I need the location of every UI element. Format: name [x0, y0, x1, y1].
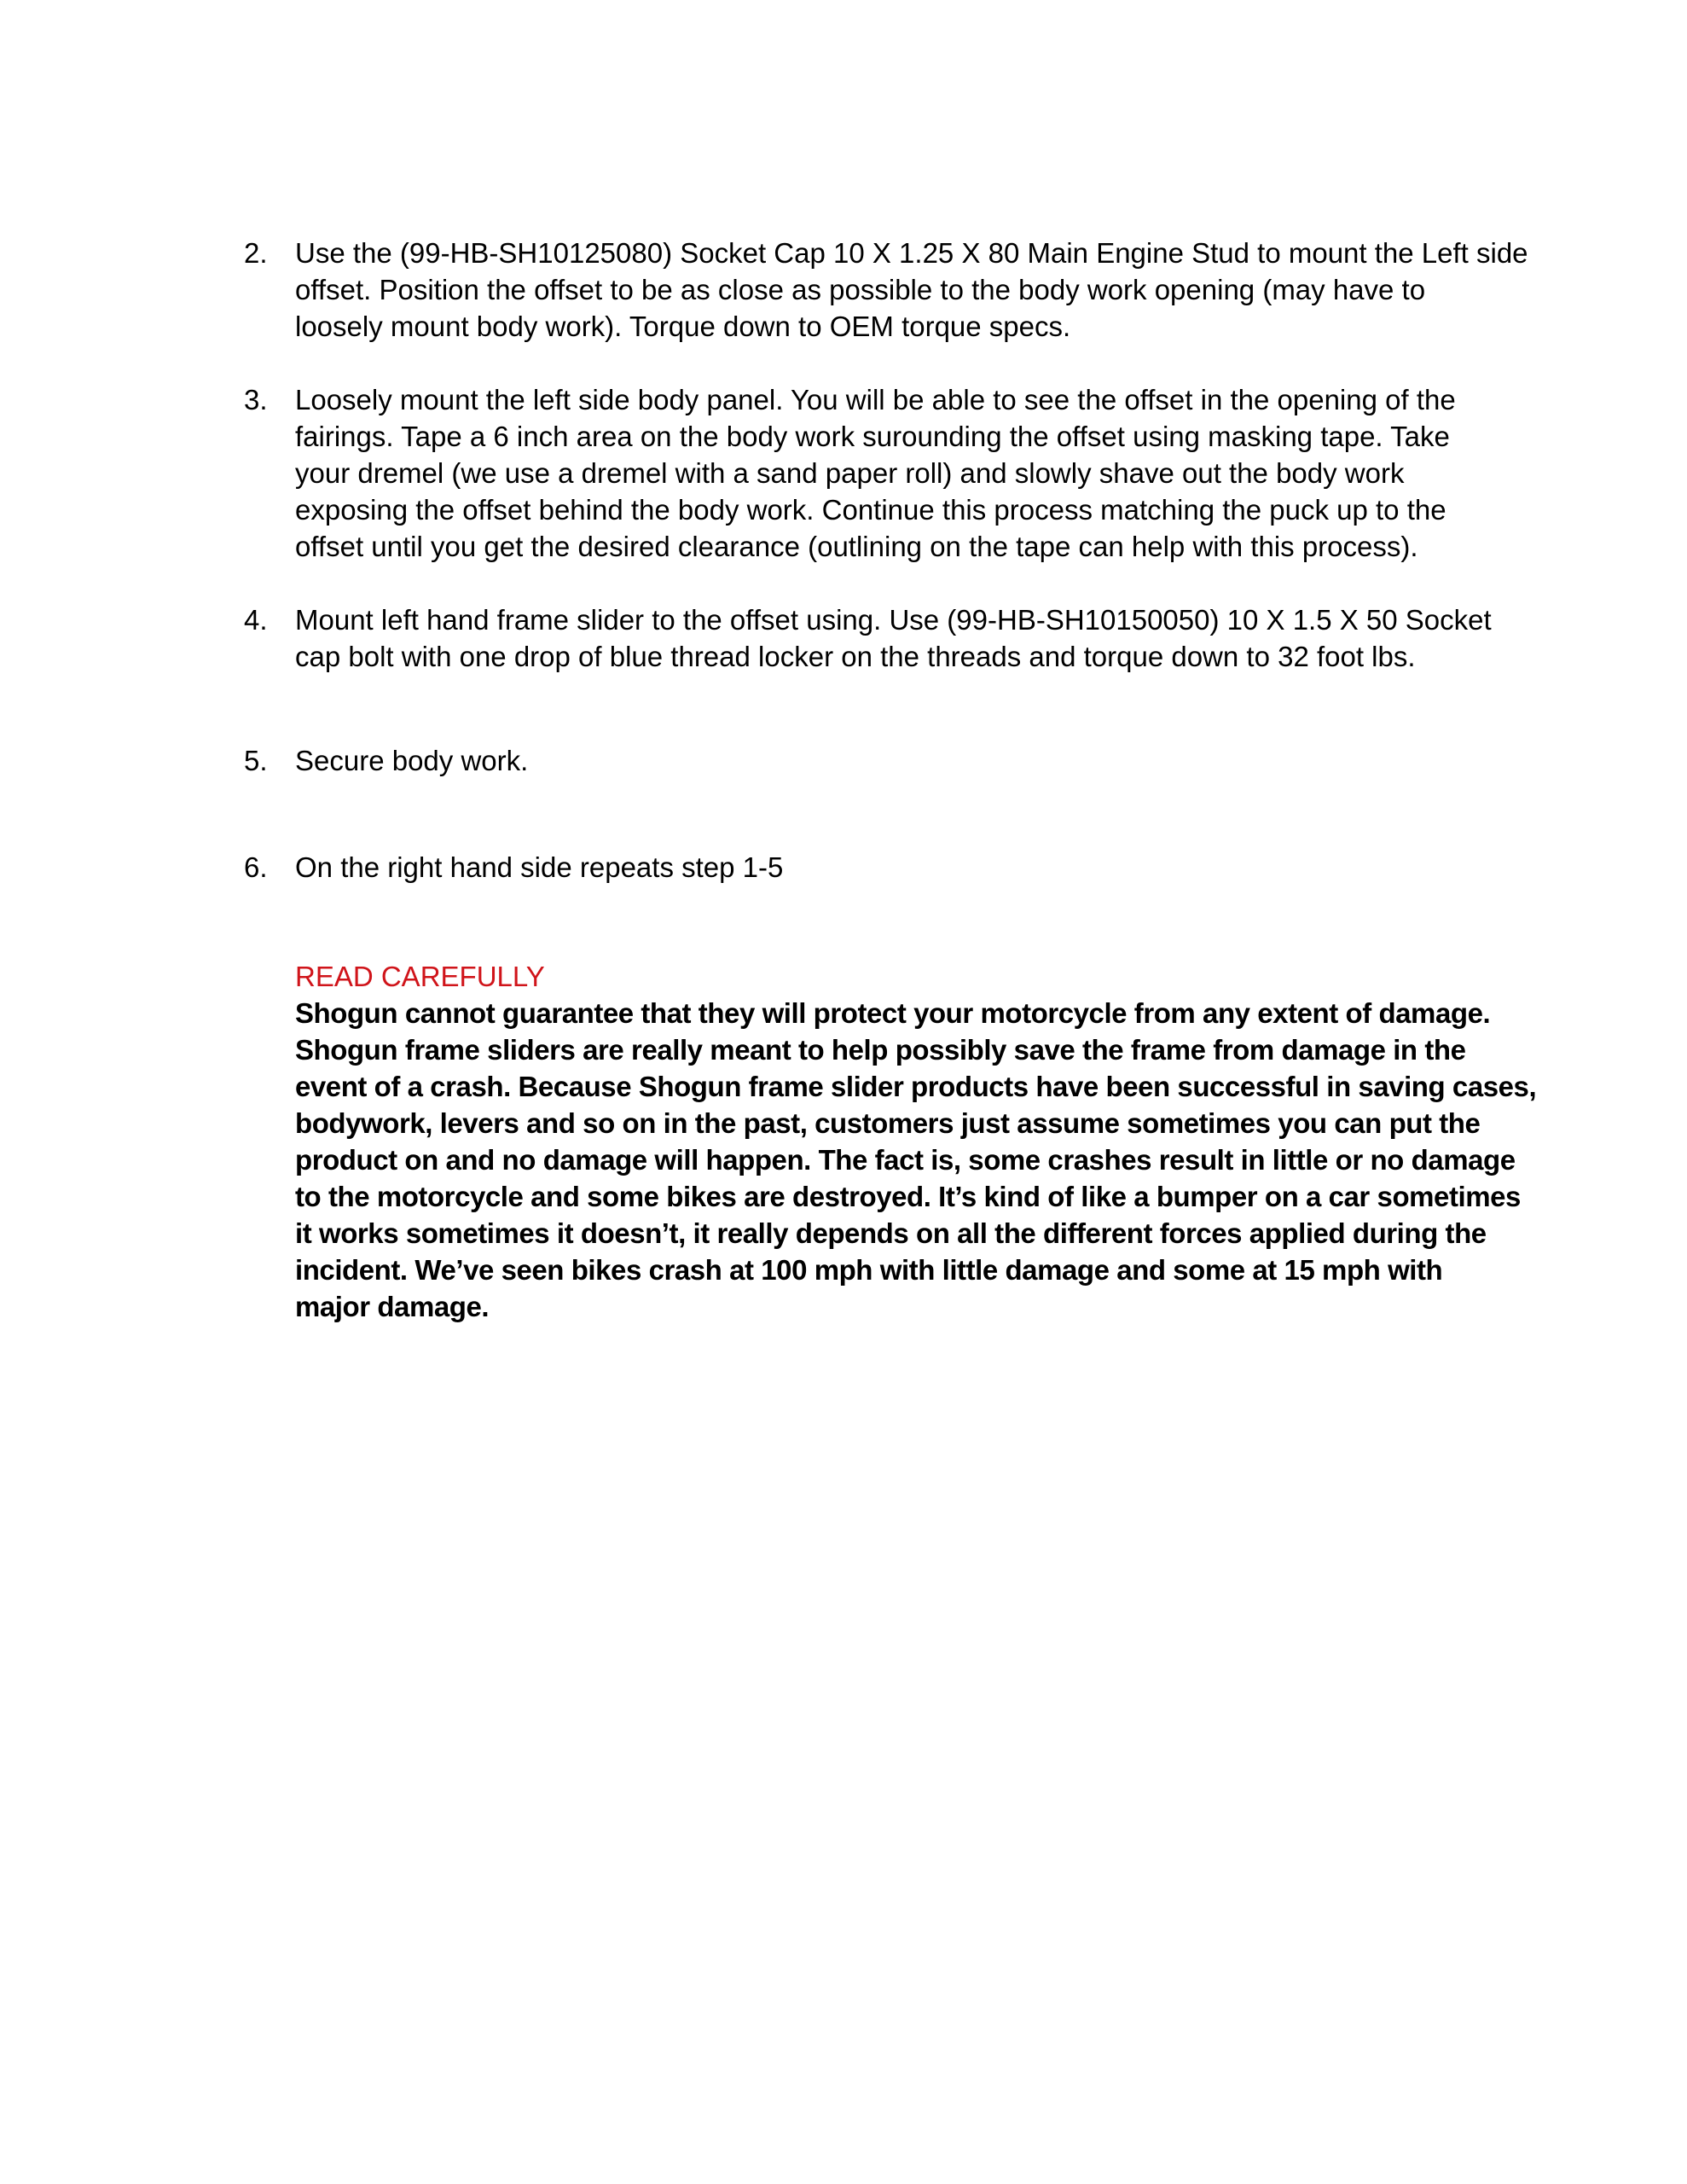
warning-line: incident. We’ve seen bikes crash at 100 mph with little damage and some at 15 mph with: [295, 1254, 1443, 1286]
warning-heading: READ CAREFULLY: [295, 961, 545, 992]
warning-line: bodywork, levers and so on in the past, customers just assume sometimes you can put the: [295, 1107, 1481, 1139]
step-number: 3.: [244, 384, 268, 415]
warning-line: product on and no damage will happen. The fact is, some crashes result in little or no damage: [295, 1144, 1516, 1176]
text-line: exposing the offset behind the body work. Continue this process matching the puck up to the: [295, 494, 1446, 526]
warning-line: it works sometimes it doesn’t, it really depends on all the different forces applied during the: [295, 1217, 1487, 1249]
text-line: offset until you get the desired clearance (outlining on the tape can help with this process).: [295, 531, 1418, 562]
text-line: fairings. Tape a 6 inch area on the body work surounding the offset using masking tape. Take: [295, 421, 1450, 452]
text-line: cap bolt with one drop of blue thread locker on the threads and torque down to 32 foot lbs.: [295, 641, 1416, 672]
text-line: On the right hand side repeats step 1-5: [295, 851, 784, 883]
step-text: [295, 601, 1492, 675]
step-number: 4.: [244, 604, 268, 636]
warning-line: to the motorcycle and some bikes are destroyed. It’s kind of like a bumper on a car sometimes: [295, 1181, 1521, 1212]
step-number: 6.: [244, 851, 268, 883]
step-text: [295, 381, 1456, 565]
step-number: 5.: [244, 745, 268, 776]
warning-block: [295, 958, 1537, 1325]
warning-line: Shogun frame sliders are really meant to help possibly save the frame from damage in the: [295, 1034, 1466, 1066]
text-line: Mount left hand frame slider to the offset using. Use (99-HB-SH10150050) 10 X 1.5 X 50 Socket: [295, 604, 1492, 636]
text-line: Loosely mount the left side body panel. You will be able to see the offset in the opening of the: [295, 384, 1456, 415]
warning-line: major damage.: [295, 1291, 490, 1322]
step-text: [295, 235, 1528, 345]
text-line: offset. Position the offset to be as close as possible to the body work opening (may have to: [295, 274, 1426, 305]
text-line: Secure body work.: [295, 745, 529, 776]
step-text: [295, 849, 783, 886]
warning-line: Shogun cannot guarantee that they will protect your motorcycle from any extent of damage.: [295, 997, 1491, 1029]
text-line: your dremel (we use a dremel with a sand paper roll) and slowly shave out the body work: [295, 457, 1405, 489]
step-text: [295, 742, 528, 779]
text-line: loosely mount body work). Torque down to OEM torque specs.: [295, 311, 1071, 342]
step-number: 2.: [244, 237, 268, 269]
text-line: Use the (99-HB-SH10125080) Socket Cap 10 X 1.25 X 80 Main Engine Stud to mount the Left side: [295, 237, 1528, 269]
warning-line: event of a crash. Because Shogun frame slider products have been successful in saving cases,: [295, 1071, 1537, 1102]
